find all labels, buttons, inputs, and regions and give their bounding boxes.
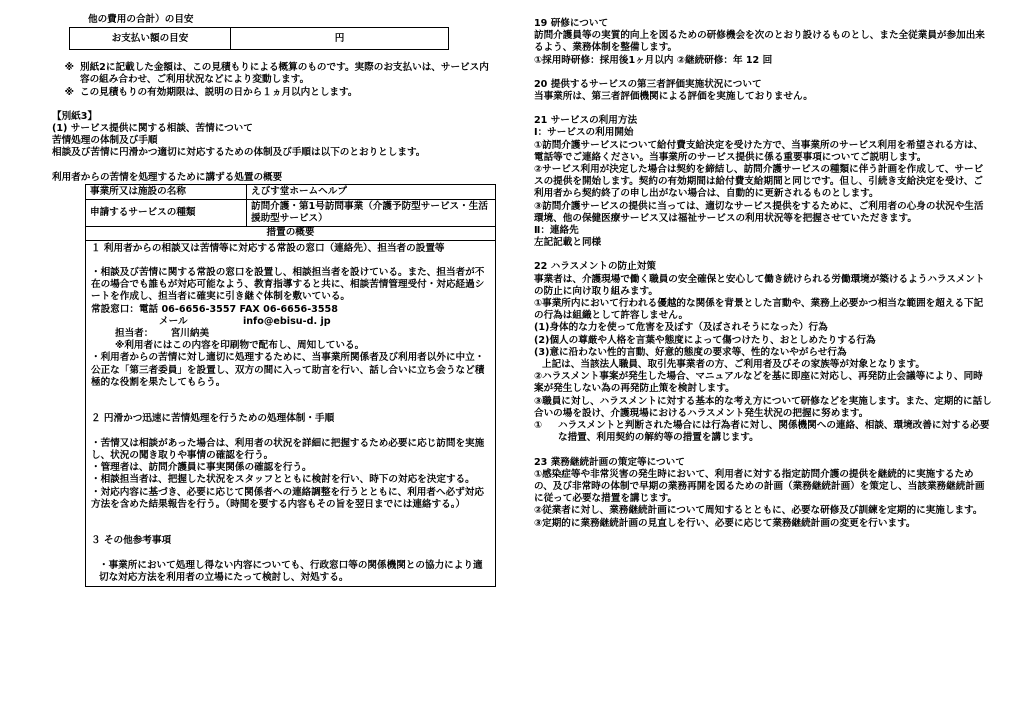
section-21-sub-2-body: 左記記載と同様 bbox=[534, 237, 602, 249]
top-fragment: 他の費用の合計）の目安 bbox=[88, 14, 194, 25]
section-23-paragraph-3: ③定期的に業務継続計画の見直しを行い、必要に応じて業務継続計画の変更を行います。 bbox=[534, 517, 916, 529]
contact-email-line bbox=[91, 316, 490, 328]
section-3-paragraph-1: ・事業所において処理し得ない内容についても、行政窓口等の関係機関との協力により適切な対応方法を利用者の立場にたって検討し、対処する。 bbox=[99, 559, 483, 584]
section-22-item-2: (2)個人の尊厳や人格を言葉や態度によって傷つけたり、おとしめたりする行為 bbox=[534, 334, 876, 346]
facility-name-label: 事業所又は施設の名称 bbox=[86, 184, 247, 199]
section-1-paragraph-1: ・相談及び苦情に関する常設の窓口を設置し、相談担当者を設けている。また、担当者が不在の場合でも誰もが対応可能なよう、教育指導すると共に、相談苦情管理受付・対応経過シートを作成し、担当者に確実に引き継ぐ体制を敷いている。 bbox=[91, 267, 485, 303]
section-23-paragraph-1: ①感染症等や非常災害の発生時において、利用者に対する指定訪問介護の提供を継続的に実施するための、及び非常時の体制で早期の業務再開を図るための計画（業務継続計画）を策定し、当該業務継続計画に従って必要な措置を講じます。 bbox=[534, 468, 985, 505]
contact-person-line bbox=[91, 328, 490, 340]
table-row bbox=[70, 28, 449, 50]
section-21-paragraph-2: ②サービス利用が決定した場合は契約を締結し、訪問介護サービスの種類に伴う計画を作成して、サービスの提供を開始します。契約の有効期間は給付費支給期間と同じです。但し、引続き支給決定を受け、ご利用者から契約終了の申し出がない場合は、自動的に更新されるものとします。 bbox=[534, 164, 984, 200]
table-row bbox=[86, 240, 496, 587]
section-19-body: 訪問介護員等の実質的向上を図るための研修機会を次のとおり設けるものとし、また全従業員が参加出来るよう、業務体制を整備します。 bbox=[534, 30, 985, 54]
section-22-item-1: (1)身体的な力を使って危害を及ぼす（及ぼされそうになった）行為 bbox=[534, 322, 828, 334]
section-19-items: ①採用時研修：採用後1ヶ月以内 ②継続研修：年 12 回 bbox=[534, 54, 773, 66]
section-22-paragraph-5 bbox=[534, 420, 992, 444]
section-22-title: 22 ハラスメントの防止対策 bbox=[534, 261, 656, 273]
annex-title: 【別紙3】 bbox=[52, 110, 98, 122]
section-2-paragraph-4: ・対応内容に基づき、必要に応じて関係者への連絡調整を行うとともに、利用者へ必ず対応方法を含めた結果報告を行う。（時間を要する内容もその旨を翌日までには連絡する。） bbox=[91, 486, 484, 510]
section-3-title: ３ その他参考事項 bbox=[91, 535, 172, 547]
section-21-paragraph-3: ③訪問介護サービスの提供に当っては、適切なサービス提供をするために、ご利用者の心身の状況や生活環境、他の保健医療サービス又は福祉サービスの利用状況等を把握させていただきます。 bbox=[534, 200, 984, 224]
note-text: 別紙2に記載した金額は、この見積もりによる概算のものです。実際のお支払いは、サービス内容の組み合わせ、ご利用状況などにより変動します。 bbox=[80, 62, 489, 86]
annex-line-3: 相談及び苦情に円滑かつ適切に対応するための体制及び手順は以下のとおりとします。 bbox=[52, 147, 426, 159]
section-22-item-4: 上記は、当該法人職員、取引先事業者の方、ご利用者及びその家族等が対象となります。 bbox=[542, 359, 925, 371]
section-1-title: １ 利用者からの相談又は苦情等に対応する常設の窓口（連絡先）、担当者の設置等 bbox=[91, 242, 445, 254]
right-column bbox=[534, 18, 992, 530]
section-21-sub-2: Ⅱ：連絡先 bbox=[534, 225, 579, 237]
section-19-title: 19 研修について bbox=[534, 18, 609, 29]
section-22-item-3: (3)意に沿わない性的言動、好意的態度の要求等、性的ないやがらせ行為 bbox=[534, 346, 847, 358]
paragraph-text: ハラスメントと判断された場合には行為者に対し、関係機関への連絡、相談、環境改善に対する必要な措置、利用契約の解約等の措置を講じます。 bbox=[558, 420, 990, 444]
complaint-measures-table bbox=[85, 184, 496, 587]
section-2-paragraph-2: ・管理者は、訪問介護員に事実関係の確認を行う。 bbox=[91, 462, 312, 474]
table-row bbox=[86, 184, 496, 199]
email-address: info@ebisu-d. jp bbox=[242, 315, 331, 327]
section-23-paragraph-2: ②従業者に対し、業務継続計画について周知するとともに、必要な研修及び訓練を定期的に実施します。 bbox=[534, 505, 983, 517]
annex-line-1: (1) サービス提供に関する相談、苦情について bbox=[52, 123, 253, 135]
section-21-sub-1: Ⅰ：サービスの利用開始 bbox=[534, 127, 634, 139]
section-1-paragraph-2: ・利用者からの苦情に対し適切に処理するために、当事業所関係者及び利用者以外に中立・公正な「第三者委員」を設置し、双方の間に入って助言を行い、話し合いに立ち会うなど積極的な役割を果たしてもらう。 bbox=[91, 352, 485, 388]
section-21-paragraph-1: ①訪問介護サービスについて給付費支給決定を受けた方で、当事業所のサービス利用を希望される方は、電話等でご連絡ください。当事業所のサービス提供に係る重要事項についてご説明します。 bbox=[534, 139, 984, 163]
contact-phone-fax: 常設窓口：電話 06-6656-3557 FAX 06-6656-3558 bbox=[91, 303, 338, 315]
section-22-paragraph-1: 事業者は、介護現場で働く職員の安全確保と安心して働き続けられる労働環境が築けるようハラスメントの防止に向け取り組みます。 bbox=[534, 273, 985, 297]
paragraph-mark: ① bbox=[534, 420, 543, 432]
measures-heading: 利用者からの苦情を処理するために講ずる処置の概要 bbox=[52, 171, 283, 183]
section-23-title: 23 業務継続計画の策定等について bbox=[534, 456, 685, 468]
annex-line-2: 苦情処理の体制及び手順 bbox=[52, 135, 158, 147]
table-row bbox=[86, 227, 496, 240]
payment-label: お支払い額の目安 bbox=[70, 28, 231, 50]
section-20-title: 20 提供するサービスの第三者評価実施状況について bbox=[534, 78, 762, 90]
payment-value: 円 bbox=[231, 28, 449, 50]
section-1-note: ※利用者にはこの内容を印刷物で配布し、周知している。 bbox=[115, 340, 365, 352]
section-21-title: 21 サービスの利用方法 bbox=[534, 115, 638, 127]
note-2 bbox=[52, 87, 497, 99]
measures-header: 措置の概要 bbox=[86, 227, 496, 240]
note-text: この見積もりの有効期限は、説明の日から１ヵ月以内とします。 bbox=[80, 86, 358, 98]
section-2-paragraph-1: ・苦情又は相談があった場合は、利用者の状況を詳細に把握するため必要に応じ訪問を実施し、状況の聞き取りや事情の確認を行う。 bbox=[91, 437, 485, 462]
facility-name-value: えびす堂ホームヘルプ bbox=[247, 184, 496, 199]
section-22-paragraph-4: ③職員に対し、ハラスメントに対する基本的な考え方について研修などを実施します。また、定期的に話し合いの場を設け、介護現場におけるハラスメント発生状況の把握に努めます。 bbox=[534, 395, 992, 419]
person-label: 担当者： bbox=[115, 328, 154, 340]
table-row bbox=[86, 200, 496, 227]
section-22-paragraph-3: ②ハラスメント事案が発生した場合、マニュアルなどを基に即座に対応し、再発防止会議等により、同時案が発生しない為の再発防止策を検討します。 bbox=[534, 371, 983, 395]
left-column bbox=[52, 14, 497, 587]
service-type-label: 申請するサービスの種類 bbox=[86, 200, 247, 227]
note-mark: ※ bbox=[64, 86, 74, 98]
email-label: メール bbox=[159, 315, 188, 327]
measures-content bbox=[86, 240, 496, 587]
section-20-body: 当事業所は、第三者評価機関による評価を実施しておりません。 bbox=[534, 91, 813, 103]
note-mark: ※ bbox=[64, 62, 74, 74]
note-1 bbox=[52, 62, 497, 86]
section-2-title: ２ 円滑かつ迅速に苦情処理を行うための処理体制・手順 bbox=[91, 413, 335, 425]
service-type-value: 訪問介護・第1号訪問事業（介護予防型サービス・生活援助型サービス） bbox=[247, 200, 496, 227]
section-2-paragraph-3: ・相談担当者は、把握した状況をスタッフとともに検討を行い、時下の対応を決定する。 bbox=[91, 474, 475, 486]
person-name: 宮川納美 bbox=[170, 328, 210, 340]
section-22-paragraph-2: ①事業所内において行われる優越的な関係を背景とした言動や、業務上必要かつ相当な範囲を超える下記の行為は組織として許容しません。 bbox=[534, 298, 984, 322]
payment-estimate-table bbox=[69, 27, 449, 50]
